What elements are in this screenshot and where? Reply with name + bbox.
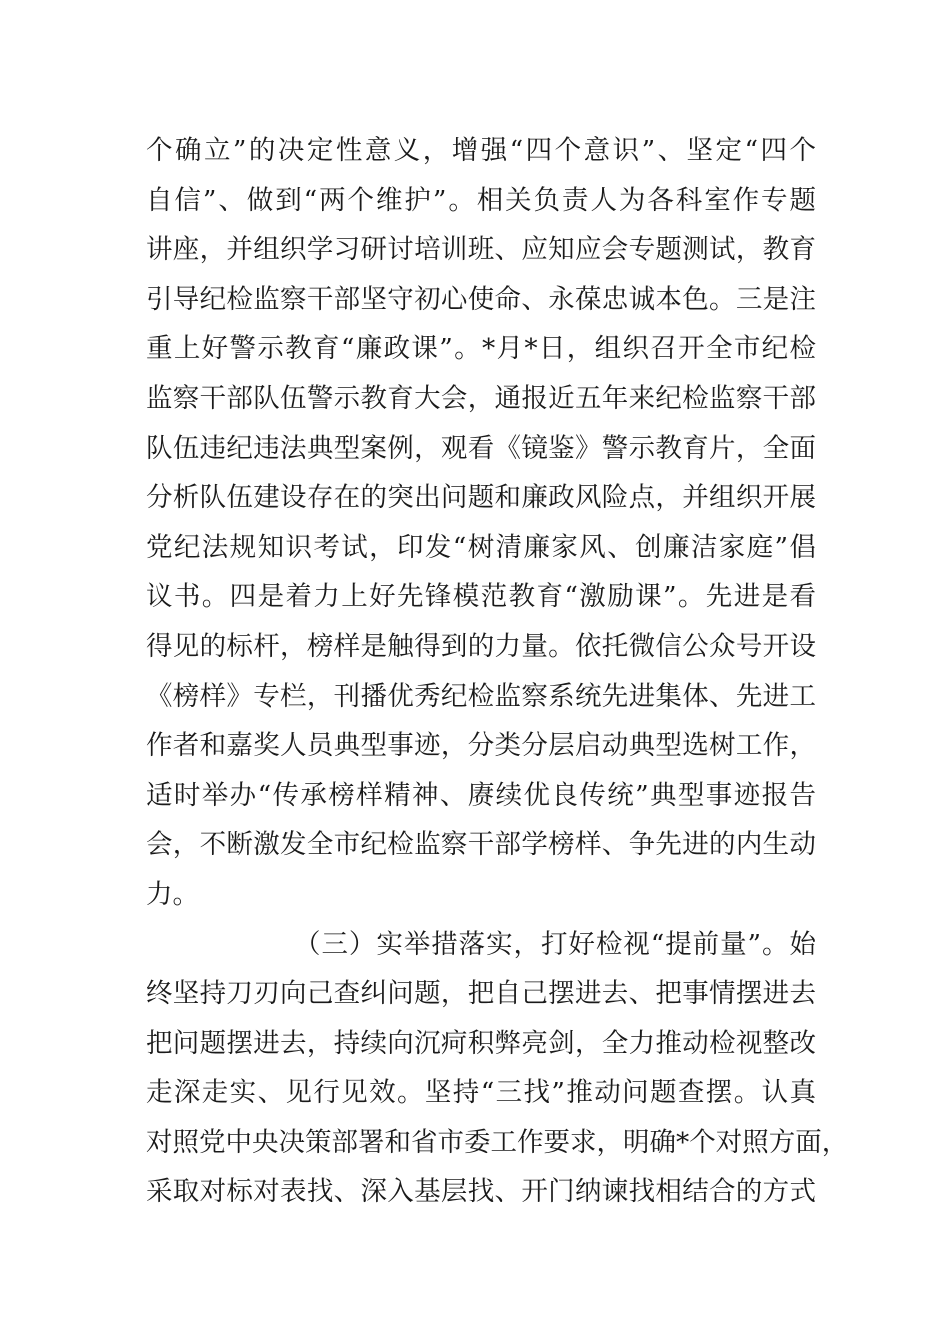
text-line: 讲座，并组织学习研讨培训班、应知应会专题测试，教育 [146,234,816,266]
text-line: 分析队伍建设存在的突出问题和廉政风险点，并组织开展 [146,482,816,514]
text-line: 采取对标对表找、深入基层找、开门纳谏找相结合的方式 [146,1176,816,1208]
text-line: 走深走实、见行见效。坚持“三找”推动问题查摆。认真 [146,1077,816,1109]
body-text [146,126,849,1217]
text-line: 监察干部队伍警示教育大会，通报近五年来纪检监察干部 [146,382,816,414]
text-line: 得见的标杆，榜样是触得到的力量。依托微信公众号开设 [146,630,816,662]
text-line: 自信”、做到“两个维护”。相关负责人为各科室作专题 [146,184,816,216]
text-line: 《榜样》专栏，刊播优秀纪检监察系统先进集体、先进工 [146,680,816,712]
text-line: 力。 [146,878,199,910]
text-line: 把问题摆进去，持续向沉疴积弊亮剑，全力推动检视整改 [146,1027,816,1059]
text-line: 作者和嘉奖人员典型事迹，分类分层启动典型选树工作， [146,730,816,762]
text-line: 会，不断激发全市纪检监察干部学榜样、争先进的内生动 [146,829,816,861]
text-line: 重上好警示教育“廉政课”。*月*日，组织召开全市纪检 [146,333,816,365]
text-line: 个确立”的决定性意义，增强“四个意识”、坚定“四个 [146,135,816,166]
text-line: 对照党中央决策部署和省市委工作要求，明确*个对照方面， [146,1126,849,1158]
text-line: 引导纪检监察干部坚守初心使命、永葆忠诚本色。三是注 [146,283,816,315]
text-line: 队伍违纪违法典型案例，观看《镜鉴》警示教育片，全面 [146,432,816,464]
text-line: 终坚持刀刃向己查纠问题，把自己摆进去、把事情摆进去 [146,978,816,1010]
text-line: 适时举办“传承榜样精神、赓续优良传统”典型事迹报告 [146,779,816,811]
section-heading-line: （三）实举措落实，打好检视“提前量”。始 [294,928,816,960]
text-line: 党纪法规知识考试，印发“树清廉家风、创廉洁家庭”倡 [146,531,816,563]
text-line: 议书。四是着力上好先锋模范教育“激励课”。先进是看 [146,581,816,613]
